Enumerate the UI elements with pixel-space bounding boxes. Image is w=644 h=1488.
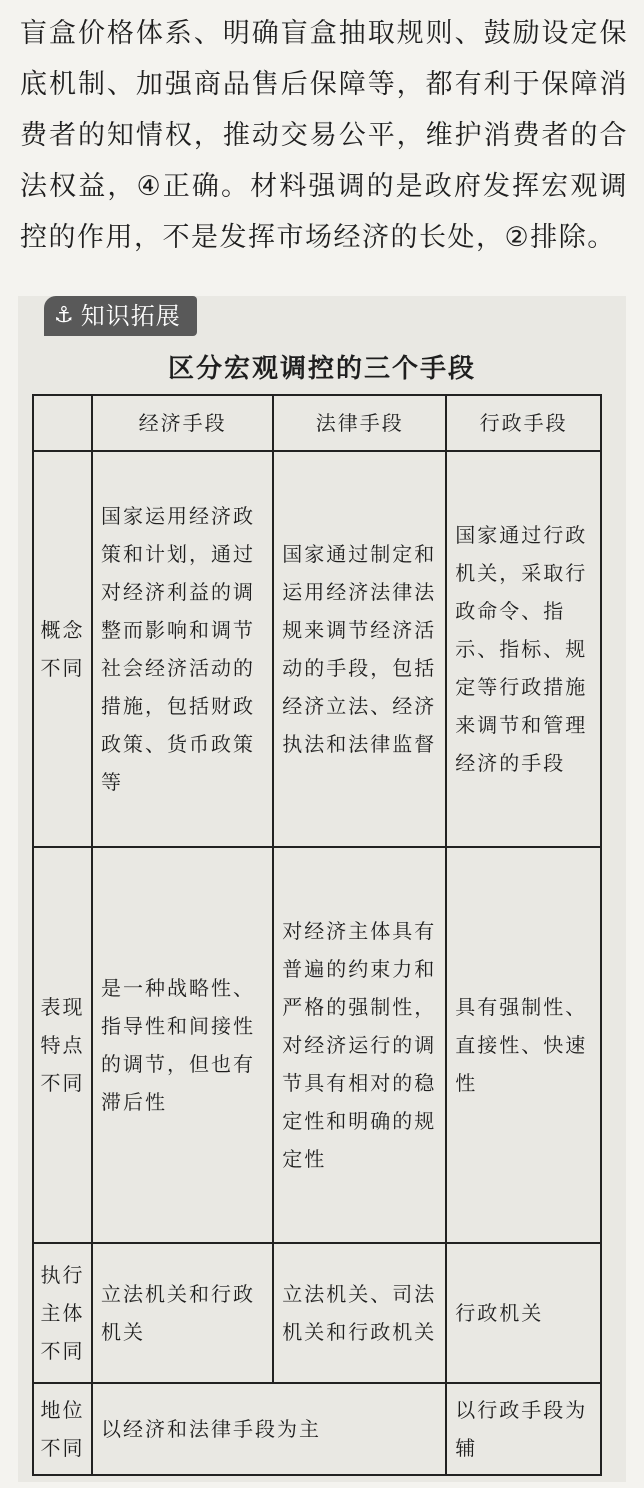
table-row-status (33, 1383, 601, 1475)
knowledge-tag-label: 知识拓展 (80, 302, 181, 330)
table-cell: 对经济主体具有普遍的约束力和严格的强制性，对经济运行的调节具有相对的稳定性和明确的规定性 (273, 847, 446, 1243)
table-cell: 是一种战略性、指导性和间接性的调节，但也有滞后性 (92, 847, 273, 1243)
row-label: 地位不同 (33, 1383, 92, 1475)
row-label: 执行主体不同 (33, 1243, 92, 1383)
table-title: 区分宏观调控的三个手段 (167, 354, 476, 384)
table-cell: 国家通过制定和运用经济法律法规来调节经济活动的手段，包括经济立法、经济执法和法律监督 (273, 451, 446, 847)
intro-text: 盲盒价格体系、明确盲盒抽取规则、鼓励设定保底机制、加强商品售后保障等，都有利于保障消费者的知情权，推动交易公平，维护消费者的合法权益，④正确。材料强调的是政府发挥宏观调控的作用，不是发挥市场经济的长处，②排除。 (20, 18, 628, 253)
table-cell: 具有强制性、直接性、快速性 (446, 847, 601, 1243)
header-economic: 经济手段 (92, 395, 273, 451)
table-row-executor (33, 1243, 601, 1383)
table-cell: 立法机关、司法机关和行政机关 (273, 1243, 446, 1383)
table-row-concept (33, 451, 601, 847)
knowledge-tag (44, 296, 197, 336)
header-administrative: 行政手段 (446, 395, 601, 451)
table-cell: 以行政手段为辅 (446, 1383, 601, 1475)
table-cell-merged: 以经济和法律手段为主 (92, 1383, 446, 1475)
table-cell: 行政机关 (446, 1243, 601, 1383)
table-cell: 国家通过行政机关，采取行政命令、指示、指标、规定等行政措施来调节和管理经济的手段 (446, 451, 601, 847)
anchor-icon: ⚓ (54, 303, 75, 328)
intro-paragraph (20, 0, 628, 263)
table-header-row (33, 395, 601, 451)
header-blank (33, 395, 92, 451)
table-cell: 立法机关和行政机关 (92, 1243, 273, 1383)
header-legal: 法律手段 (273, 395, 446, 451)
comparison-table (32, 394, 602, 1476)
table-row-features (33, 847, 601, 1243)
table-cell: 国家运用经济政策和计划，通过对经济利益的调整而影响和调节社会经济活动的措施，包括财政政策、货币政策等 (92, 451, 273, 847)
row-label: 表现特点不同 (33, 847, 92, 1243)
row-label: 概念不同 (33, 451, 92, 847)
